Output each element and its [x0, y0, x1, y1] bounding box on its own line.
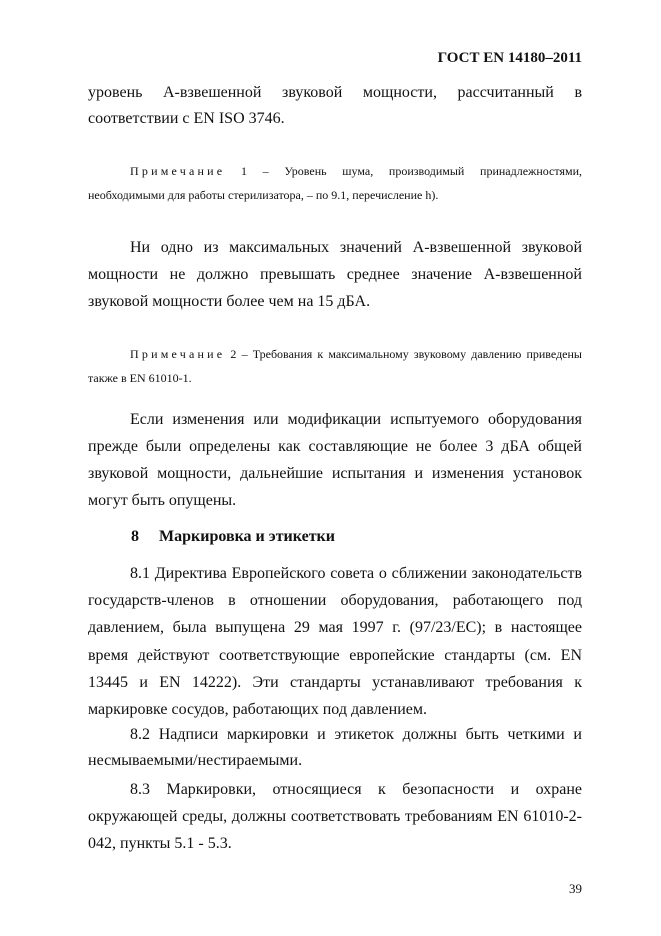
note-2	[88, 342, 582, 390]
page-number: 39	[569, 881, 582, 896]
note-1-text: 1 – Уровень шума, производимый принадлежностями, необходимыми для работы стерилизатора, – по 9.1, перечисление h).	[88, 164, 582, 202]
note-1-label: Примечание	[130, 164, 226, 178]
note-1	[88, 159, 582, 207]
clause-8-2: 8.2 Надписи маркировки и этикеток должны быть четкими и несмываемыми/нестираемыми.	[88, 726, 582, 769]
section-title: Маркировка и этикетки	[159, 528, 335, 545]
note-2-label: Примечание	[130, 347, 226, 361]
note-2-text: 2 – Требования к максимальному звуковому давлению приведены также в EN 61010-1.	[88, 347, 582, 385]
paragraph-modifications: Если изменения или модификации испытуемого оборудования прежде были определены как составляющие не более 3 дБА общей звуковой мощности, дальнейшие испытания и изменения установок могут быть опущены.	[88, 411, 582, 509]
document-code-header: ГОСТ EN 14180–2011	[437, 50, 582, 66]
paragraph-sound-power: уровень А-взвешенной звуковой мощности, рассчитанный в соответствии с EN ISO 3746.	[88, 84, 582, 127]
paragraph-max-values: Ни одно из максимальных значений А-взвешенной звуковой мощности не должно превышать среднее значение А-взвешенной звуковой мощности более чем на 15 дБА.	[88, 239, 582, 310]
section-number: 8	[131, 528, 139, 545]
clause-8-3: 8.3 Маркировки, относящиеся к безопасности и охране окружающей среды, должны соответствовать требованиям EN 61010-2-042, пункты 5.1 - 5.3.	[88, 781, 582, 852]
section-heading	[131, 528, 335, 546]
clause-8-1: 8.1 Директива Европейского совета о сближении законодательств государств-членов в отношении оборудования, работающего под давлением, была выпущена 29 мая 1997 г. (97/23/ЕС); в настоящее время действуют соответствующие европейские стандарты (см. EN 13445 и EN 14222). Эти стандарты устанавливают требования к маркировке сосудов, работающих под давлением.	[88, 565, 582, 719]
